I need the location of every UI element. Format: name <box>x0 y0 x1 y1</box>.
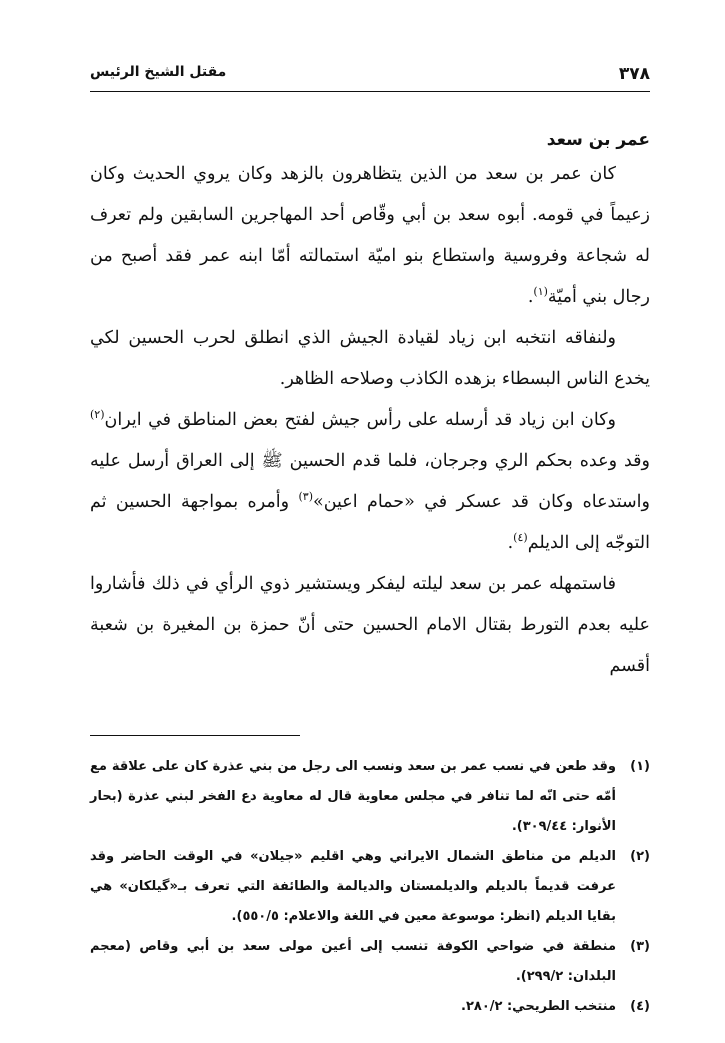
running-title: مقتل الشيخ الرئيس <box>90 64 227 80</box>
header-rule <box>90 91 650 92</box>
footnote-number: (٤) <box>630 999 650 1014</box>
paragraph <box>90 564 650 687</box>
footnote <box>90 752 650 842</box>
page-header <box>90 60 650 90</box>
section-title: عمر بن سعد <box>546 130 650 150</box>
footnote-ref: (١) <box>533 285 548 299</box>
footnote <box>90 842 650 932</box>
book-page <box>90 60 650 1022</box>
paragraph <box>90 154 650 318</box>
footnote-number: (٢) <box>630 849 650 864</box>
footnote-ref: (٣) <box>298 490 313 504</box>
paragraph-text: وكان ابن زياد قد أرسله على رأس جيش لفتح بعض المناطق في ايران <box>104 410 616 430</box>
footnote-ref: (٤) <box>513 531 528 545</box>
paragraph-tail: . <box>527 287 534 307</box>
paragraph-tail: . <box>507 533 514 553</box>
footnotes <box>90 752 650 1022</box>
body-text <box>90 154 650 687</box>
paragraph <box>90 318 650 400</box>
footnote-text: وقد طعن في نسب عمر بن سعد ونسب الى رجل من بني عذرة كان على علاقة مع أمّه حتى انّه لما تنافر في مجلس معاوية قال له معاوية دع الفخر لبني عذرة (بحار الأنوار: ٣٠٩/٤٤). <box>90 759 616 834</box>
paragraph-text: فاستمهله عمر بن سعد ليلته ليفكر ويستشير ذوي الرأي في ذلك فأشاروا عليه بعدم التورط بقتال الامام الحسين حتى أنّ حمزة بن المغيرة بن شعبة أقسم <box>90 574 650 676</box>
footnote-ref: (٢) <box>90 408 105 422</box>
page-number: ٣٧٨ <box>618 64 650 84</box>
footnote-number: (٣) <box>630 939 650 954</box>
footnote-text: منتخب الطريحي: ٢٨٠/٢. <box>461 999 616 1014</box>
footnote <box>90 992 650 1022</box>
paragraph-text: وأمره بمواجهة الحسين ثم التوجّه إلى الديلم <box>90 492 650 553</box>
paragraph-text: ولنفاقه انتخبه ابن زياد لقيادة الجيش الذي انطلق لحرب الحسين لكي يخدع الناس البسطاء بزهده الكاذب وصلاحه الظاهر. <box>90 328 650 389</box>
footnote <box>90 932 650 992</box>
footnote-number: (١) <box>630 759 650 774</box>
paragraph-text: وقد وعده بحكم الري وجرجان، فلما قدم الحسين ﷺ إلى العراق أرسل عليه واستدعاه وكان قد عسكر في «حمام اعين» <box>90 451 650 512</box>
footnote-text: منطقة في ضواحي الكوفة تنسب إلى أعين مولى سعد بن أبي وقاص (معجم البلدان: ٢٩٩/٢). <box>90 939 616 984</box>
paragraph <box>90 400 650 564</box>
footnote-rule <box>90 735 300 736</box>
paragraph-text: كان عمر بن سعد من الذين يتظاهرون بالزهد وكان يروي الحديث وكان زعيماً في قومه. أبوه سعد بن أبي وقّاص أحد المهاجرين السابقين ولم تعرف له شجاعة وفروسية واستطاع بنو اميّة استمالته أمّا ابنه عمر فقد أصبح من رجال بني أميّة <box>90 164 650 307</box>
footnote-text: الديلم من مناطق الشمال الايراني وهي اقليم «جيلان» في الوقت الحاضر وقد عرفت قديماً بالديلم والديلمستان والديالمة والطائفة التي تعرف بـ«گيلكان» هي بقايا الديلم (انظر: موسوعة معين في اللغة والاعلام: ٥٥٠/٥). <box>90 849 616 924</box>
